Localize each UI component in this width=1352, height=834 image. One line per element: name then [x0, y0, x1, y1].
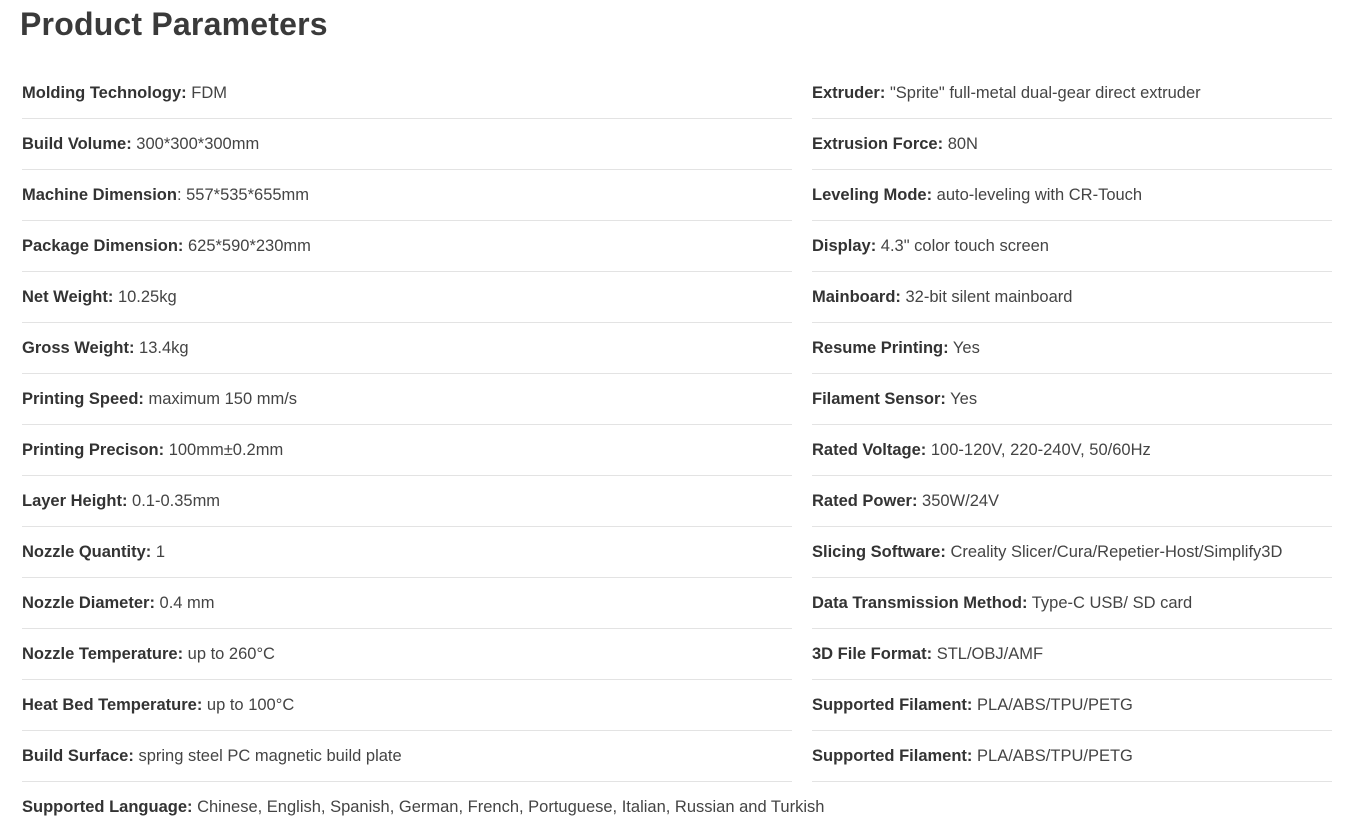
- spec-value: up to 100°C: [202, 696, 295, 714]
- spec-label: Rated Power:: [812, 492, 918, 510]
- spec-item-filament-sensor: [812, 374, 1332, 425]
- spec-row: [22, 782, 1332, 833]
- spec-row: [22, 272, 1332, 323]
- spec-row: [22, 170, 1332, 221]
- spec-item-rated-voltage: [812, 425, 1332, 476]
- spec-item-nozzle-diameter: [22, 578, 792, 629]
- spec-row: [22, 527, 1332, 578]
- spec-value: 100mm±0.2mm: [164, 441, 284, 459]
- spec-row: [22, 119, 1332, 170]
- spec-row: [22, 221, 1332, 272]
- spec-row: [22, 578, 1332, 629]
- spec-row: [22, 425, 1332, 476]
- spec-item-net-weight: [22, 272, 792, 323]
- spec-value: Chinese, English, Spanish, German, French, Portuguese, Italian, Russian and Turkish: [192, 798, 825, 816]
- spec-table: [22, 68, 1332, 833]
- spec-value: PLA/ABS/TPU/PETG: [972, 696, 1133, 714]
- spec-value: spring steel PC magnetic build plate: [133, 747, 402, 765]
- spec-row: [22, 374, 1332, 425]
- spec-label: Nozzle Quantity:: [22, 543, 152, 561]
- spec-label: Layer Height:: [22, 492, 128, 510]
- spec-label: Supported Filament:: [812, 696, 973, 714]
- spec-label: Package Dimension:: [22, 237, 184, 255]
- spec-value: "Sprite" full-metal dual-gear direct extruder: [885, 84, 1201, 102]
- spec-item-supported-language: [22, 782, 1332, 832]
- spec-label: Printing Precison:: [22, 441, 165, 459]
- spec-item-resume-printing: [812, 323, 1332, 374]
- spec-label: Slicing Software:: [812, 543, 946, 561]
- spec-label: Supported Filament:: [812, 747, 973, 765]
- spec-item-supported-filament: [812, 680, 1332, 731]
- spec-item-extrusion-force: [812, 119, 1332, 170]
- spec-value: 1: [151, 543, 166, 561]
- spec-row: [22, 731, 1332, 782]
- spec-label: Filament Sensor:: [812, 390, 946, 408]
- spec-item-display: [812, 221, 1332, 272]
- spec-value: Type-C USB/ SD card: [1027, 594, 1193, 612]
- spec-row: [22, 476, 1332, 527]
- spec-item-rated-power: [812, 476, 1332, 527]
- spec-item-layer-height: [22, 476, 792, 527]
- spec-label: Extruder:: [812, 84, 886, 102]
- spec-label: Machine Dimension: [22, 186, 177, 204]
- spec-label: Rated Voltage:: [812, 441, 927, 459]
- spec-value: Yes: [948, 339, 980, 357]
- spec-item-package-dimension: [22, 221, 792, 272]
- spec-item-build-volume: [22, 119, 792, 170]
- spec-item-build-surface: [22, 731, 792, 782]
- spec-value: FDM: [186, 84, 227, 102]
- spec-item-slicing-software: [812, 527, 1332, 578]
- spec-value: 10.25kg: [113, 288, 177, 306]
- spec-item-printing-precision: [22, 425, 792, 476]
- spec-item-supported-filament: [812, 731, 1332, 782]
- page-title: Product Parameters: [20, 6, 328, 42]
- spec-row: [22, 68, 1332, 119]
- spec-value: 80N: [943, 135, 978, 153]
- spec-value: 350W/24V: [917, 492, 1000, 510]
- spec-label: Gross Weight:: [22, 339, 135, 357]
- spec-value: 300*300*300mm: [131, 135, 260, 153]
- spec-value: 4.3" color touch screen: [876, 237, 1049, 255]
- spec-item-machine-dimension: [22, 170, 792, 221]
- spec-label: Build Surface:: [22, 747, 134, 765]
- spec-label: Resume Printing:: [812, 339, 949, 357]
- spec-label: Nozzle Diameter:: [22, 594, 155, 612]
- spec-label: Data Transmission Method:: [812, 594, 1028, 612]
- spec-value: Creality Slicer/Cura/Repetier-Host/Simplify3D: [945, 543, 1283, 561]
- spec-item-leveling-mode: [812, 170, 1332, 221]
- spec-label: Extrusion Force:: [812, 135, 944, 153]
- spec-label: Nozzle Temperature:: [22, 645, 184, 663]
- spec-value: 625*590*230mm: [183, 237, 311, 255]
- spec-label: Molding Technology:: [22, 84, 187, 102]
- spec-value: 100-120V, 220-240V, 50/60Hz: [926, 441, 1151, 459]
- spec-label: Build Volume:: [22, 135, 132, 153]
- spec-item-mainboard: [812, 272, 1332, 323]
- spec-value: 13.4kg: [134, 339, 189, 357]
- spec-label: Display:: [812, 237, 877, 255]
- spec-value: PLA/ABS/TPU/PETG: [972, 747, 1133, 765]
- spec-value: 0.4 mm: [154, 594, 215, 612]
- spec-label: Heat Bed Temperature:: [22, 696, 203, 714]
- spec-row: [22, 680, 1332, 731]
- spec-label: 3D File Format:: [812, 645, 933, 663]
- spec-item-data-transmission-method: [812, 578, 1332, 629]
- spec-item-printing-speed: [22, 374, 792, 425]
- spec-value: Yes: [945, 390, 978, 408]
- spec-label: Mainboard:: [812, 288, 901, 306]
- spec-value: 32-bit silent mainboard: [900, 288, 1073, 306]
- spec-item-heat-bed-temperature: [22, 680, 792, 731]
- spec-item-extruder: [812, 68, 1332, 119]
- spec-item-nozzle-quantity: [22, 527, 792, 578]
- spec-value: : 557*535*655mm: [176, 186, 310, 204]
- spec-value: up to 260°C: [183, 645, 275, 663]
- spec-item-gross-weight: [22, 323, 792, 374]
- spec-value: STL/OBJ/AMF: [932, 645, 1044, 663]
- spec-value: maximum 150 mm/s: [143, 390, 298, 408]
- spec-value: 0.1-0.35mm: [127, 492, 221, 510]
- spec-item-nozzle-temperature: [22, 629, 792, 680]
- spec-label: Leveling Mode:: [812, 186, 933, 204]
- spec-label: Printing Speed:: [22, 390, 144, 408]
- spec-value: auto-leveling with CR-Touch: [932, 186, 1143, 204]
- spec-row: [22, 629, 1332, 680]
- spec-row: [22, 323, 1332, 374]
- spec-item-molding-technology: [22, 68, 792, 119]
- spec-item-3d-file-format: [812, 629, 1332, 680]
- spec-label: Supported Language:: [22, 798, 193, 816]
- spec-label: Net Weight:: [22, 288, 114, 306]
